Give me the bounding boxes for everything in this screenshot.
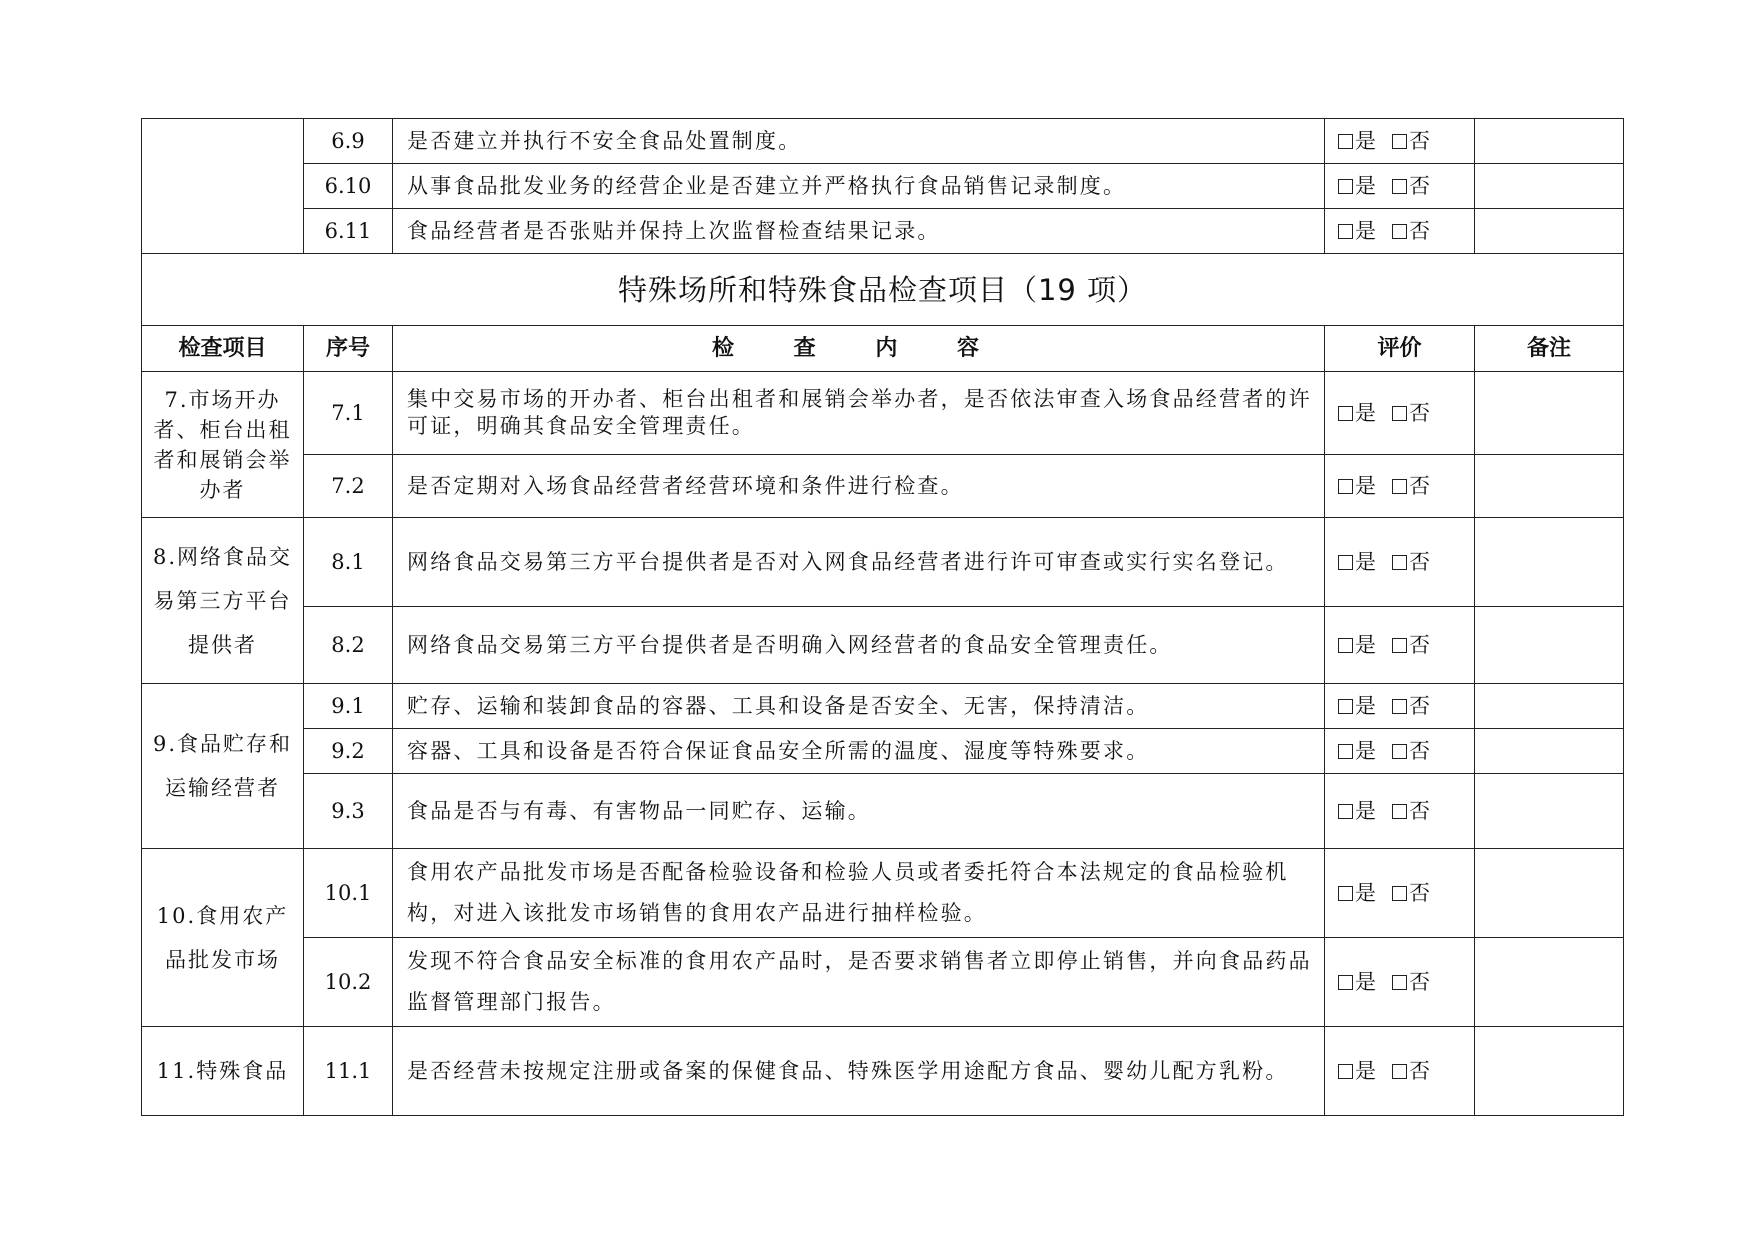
row-content: 发现不符合食品安全标准的食用农产品时，是否要求销售者立即停止销售，并向食品药品监督管理部门报告。 — [393, 938, 1325, 1027]
yes-checkbox[interactable] — [1338, 699, 1353, 714]
yes-label: 是 — [1355, 401, 1376, 425]
evaluation-cell — [1325, 849, 1475, 938]
note-cell[interactable] — [1475, 729, 1624, 774]
row-number: 7.2 — [304, 455, 393, 518]
yes-checkbox[interactable] — [1338, 134, 1353, 149]
yes-label: 是 — [1355, 1059, 1376, 1083]
table-row — [142, 774, 1624, 849]
no-checkbox[interactable] — [1392, 744, 1407, 759]
yes-checkbox[interactable] — [1338, 224, 1353, 239]
yes-label: 是 — [1355, 219, 1376, 243]
yes-label: 是 — [1355, 474, 1376, 498]
yes-label: 是 — [1355, 174, 1376, 198]
row-content: 容器、工具和设备是否符合保证食品安全所需的温度、湿度等特殊要求。 — [393, 729, 1325, 774]
header-evaluation: 评价 — [1325, 326, 1475, 372]
no-checkbox[interactable] — [1392, 975, 1407, 990]
note-cell[interactable] — [1475, 607, 1624, 684]
row-number: 10.2 — [304, 938, 393, 1027]
table-row — [142, 684, 1624, 729]
no-checkbox[interactable] — [1392, 1064, 1407, 1079]
yes-checkbox[interactable] — [1338, 975, 1353, 990]
yes-checkbox[interactable] — [1338, 1064, 1353, 1079]
row-number: 9.3 — [304, 774, 393, 849]
no-checkbox[interactable] — [1392, 555, 1407, 570]
table-row — [142, 455, 1624, 518]
yes-checkbox[interactable] — [1338, 179, 1353, 194]
evaluation-cell — [1325, 119, 1475, 164]
row-number: 6.11 — [304, 209, 393, 254]
row-number: 8.2 — [304, 607, 393, 684]
note-cell[interactable] — [1475, 774, 1624, 849]
yes-checkbox[interactable] — [1338, 638, 1353, 653]
no-label: 否 — [1409, 401, 1430, 425]
no-checkbox[interactable] — [1392, 179, 1407, 194]
table-row — [142, 1027, 1624, 1116]
row-content: 是否经营未按规定注册或备案的保健食品、特殊医学用途配方食品、婴幼儿配方乳粉。 — [393, 1027, 1325, 1116]
yes-label: 是 — [1355, 739, 1376, 763]
table-row — [142, 607, 1624, 684]
note-cell[interactable] — [1475, 938, 1624, 1027]
yes-checkbox[interactable] — [1338, 406, 1353, 421]
header-note: 备注 — [1475, 326, 1624, 372]
evaluation-cell — [1325, 729, 1475, 774]
evaluation-cell — [1325, 1027, 1475, 1116]
yes-label: 是 — [1355, 550, 1376, 574]
no-label: 否 — [1409, 129, 1430, 153]
no-checkbox[interactable] — [1392, 699, 1407, 714]
inspection-item: 11.特殊食品 — [142, 1027, 304, 1116]
yes-checkbox[interactable] — [1338, 479, 1353, 494]
no-label: 否 — [1409, 1059, 1430, 1083]
evaluation-cell — [1325, 455, 1475, 518]
no-checkbox[interactable] — [1392, 406, 1407, 421]
evaluation-cell — [1325, 372, 1475, 455]
yes-checkbox[interactable] — [1338, 886, 1353, 901]
note-cell[interactable] — [1475, 164, 1624, 209]
note-cell[interactable] — [1475, 209, 1624, 254]
inspection-item: 10.食用农产品批发市场 — [142, 849, 304, 1027]
yes-label: 是 — [1355, 881, 1376, 905]
header-item: 检查项目 — [142, 326, 304, 372]
evaluation-cell — [1325, 938, 1475, 1027]
yes-checkbox[interactable] — [1338, 744, 1353, 759]
row-content: 食用农产品批发市场是否配备检验设备和检验人员或者委托符合本法规定的食品检验机构，对进入该批发市场销售的食用农产品进行抽样检验。 — [393, 849, 1325, 938]
row-content: 集中交易市场的开办者、柜台出租者和展销会举办者，是否依法审查入场食品经营者的许可证，明确其食品安全管理责任。 — [393, 372, 1325, 455]
no-label: 否 — [1409, 970, 1430, 994]
row-content: 从事食品批发业务的经营企业是否建立并严格执行食品销售记录制度。 — [393, 164, 1325, 209]
row-number: 10.1 — [304, 849, 393, 938]
yes-label: 是 — [1355, 970, 1376, 994]
no-label: 否 — [1409, 219, 1430, 243]
evaluation-cell — [1325, 518, 1475, 607]
no-label: 否 — [1409, 799, 1430, 823]
yes-label: 是 — [1355, 799, 1376, 823]
table-row — [142, 518, 1624, 607]
inspection-item: 8.网络食品交易第三方平台提供者 — [142, 518, 304, 684]
row-content: 是否定期对入场食品经营者经营环境和条件进行检查。 — [393, 455, 1325, 518]
table-row — [142, 119, 1624, 164]
note-cell[interactable] — [1475, 684, 1624, 729]
no-label: 否 — [1409, 739, 1430, 763]
evaluation-cell — [1325, 774, 1475, 849]
no-checkbox[interactable] — [1392, 804, 1407, 819]
no-checkbox[interactable] — [1392, 134, 1407, 149]
header-row — [142, 326, 1624, 372]
evaluation-cell — [1325, 607, 1475, 684]
no-checkbox[interactable] — [1392, 886, 1407, 901]
no-label: 否 — [1409, 174, 1430, 198]
header-content: 检 查 内 容 — [393, 326, 1325, 372]
evaluation-cell — [1325, 684, 1475, 729]
no-checkbox[interactable] — [1392, 638, 1407, 653]
evaluation-cell — [1325, 209, 1475, 254]
table-row — [142, 209, 1624, 254]
row-content: 是否建立并执行不安全食品处置制度。 — [393, 119, 1325, 164]
row-number: 11.1 — [304, 1027, 393, 1116]
no-checkbox[interactable] — [1392, 479, 1407, 494]
table-row — [142, 849, 1624, 938]
note-cell[interactable] — [1475, 372, 1624, 455]
section-title: 特殊场所和特殊食品检查项目（19 项） — [142, 254, 1624, 326]
row-number: 9.1 — [304, 684, 393, 729]
row-number: 6.9 — [304, 119, 393, 164]
no-label: 否 — [1409, 550, 1430, 574]
no-label: 否 — [1409, 633, 1430, 657]
note-cell[interactable] — [1475, 849, 1624, 938]
evaluation-cell — [1325, 164, 1475, 209]
no-label: 否 — [1409, 881, 1430, 905]
table-row — [142, 938, 1624, 1027]
yes-label: 是 — [1355, 633, 1376, 657]
row-number: 7.1 — [304, 372, 393, 455]
yes-label: 是 — [1355, 129, 1376, 153]
row-number: 8.1 — [304, 518, 393, 607]
inspection-item: 9.食品贮存和运输经营者 — [142, 684, 304, 849]
yes-checkbox[interactable] — [1338, 804, 1353, 819]
yes-checkbox[interactable] — [1338, 555, 1353, 570]
table-row — [142, 164, 1624, 209]
yes-label: 是 — [1355, 694, 1376, 718]
note-cell[interactable] — [1475, 1027, 1624, 1116]
row-number: 6.10 — [304, 164, 393, 209]
no-label: 否 — [1409, 694, 1430, 718]
row-content: 食品是否与有毒、有害物品一同贮存、运输。 — [393, 774, 1325, 849]
note-cell[interactable] — [1475, 518, 1624, 607]
no-label: 否 — [1409, 474, 1430, 498]
row-number: 9.2 — [304, 729, 393, 774]
inspection-table — [141, 118, 1624, 1116]
row-content: 食品经营者是否张贴并保持上次监督检查结果记录。 — [393, 209, 1325, 254]
row-content: 网络食品交易第三方平台提供者是否对入网食品经营者进行许可审查或实行实名登记。 — [393, 518, 1325, 607]
section-title-row — [142, 254, 1624, 326]
table-row — [142, 372, 1624, 455]
row-content: 贮存、运输和装卸食品的容器、工具和设备是否安全、无害，保持清洁。 — [393, 684, 1325, 729]
header-number: 序号 — [304, 326, 393, 372]
table-row — [142, 729, 1624, 774]
note-cell[interactable] — [1475, 119, 1624, 164]
note-cell[interactable] — [1475, 455, 1624, 518]
inspection-item: 7.市场开办者、柜台出租者和展销会举办者 — [142, 372, 304, 518]
item-cell-empty — [142, 119, 304, 254]
row-content: 网络食品交易第三方平台提供者是否明确入网经营者的食品安全管理责任。 — [393, 607, 1325, 684]
no-checkbox[interactable] — [1392, 224, 1407, 239]
